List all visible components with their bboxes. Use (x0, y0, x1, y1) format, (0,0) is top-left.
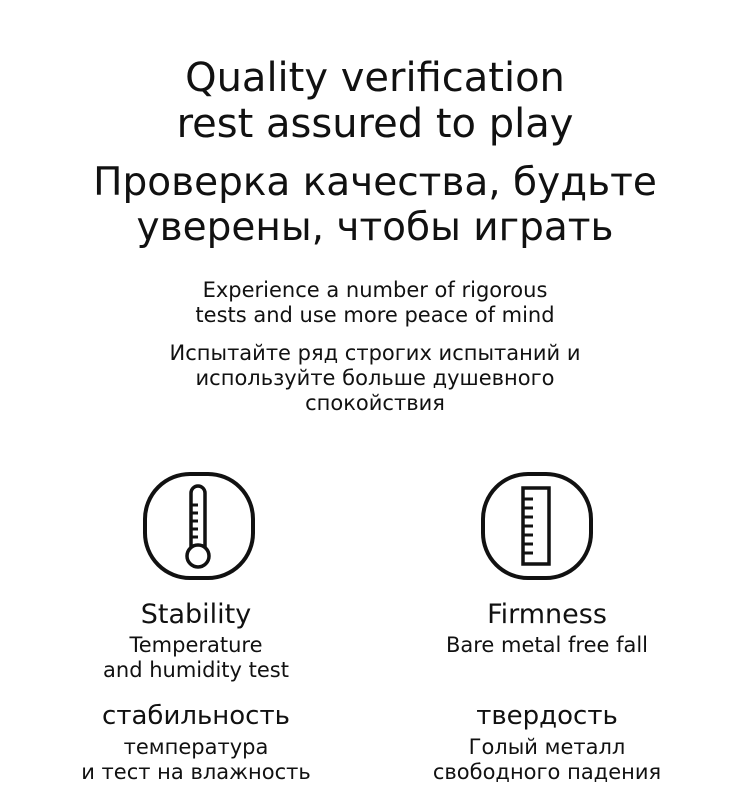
feature-stability-desc-en-line2: and humidity test (103, 658, 289, 682)
feature-stability-title-ru: стабильность (102, 701, 290, 731)
feature-firmness-title-ru: твердость (476, 701, 618, 731)
intro-ru-line3: спокойствия (305, 391, 445, 415)
ruler-icon (480, 471, 594, 581)
feature-firmness-desc-ru-line2: свободного падения (432, 760, 662, 784)
feature-firmness-desc-ru-line1: Голый металл (468, 735, 626, 759)
feature-stability-desc-en-line1: Temperature (129, 633, 263, 657)
feature-stability-title-en: Stability (140, 599, 252, 630)
headline-ru-line2: уверены, чтобы играть (136, 205, 614, 250)
intro-en-line1: Experience a number of rigorous (202, 278, 548, 302)
intro-ru-line2: используйте больше душевного (195, 366, 555, 390)
headline-ru-line1: Проверка качества, будьте (93, 160, 657, 205)
headline-en-line2: rest assured to play (176, 101, 574, 147)
thermometer-icon (142, 471, 256, 581)
feature-stability-desc-ru-line2: и тест на влажность (81, 760, 311, 784)
headline-en-line1: Quality verification (185, 55, 565, 101)
feature-firmness-desc-en-line1: Bare metal free fall (445, 633, 649, 657)
intro-ru-line1: Испытайте ряд строгих испытаний и (169, 341, 581, 365)
intro-en-line2: tests and use more peace of mind (195, 303, 555, 327)
feature-stability-desc-ru-line1: температура (123, 735, 269, 759)
feature-firmness-title-en: Firmness (487, 599, 607, 630)
